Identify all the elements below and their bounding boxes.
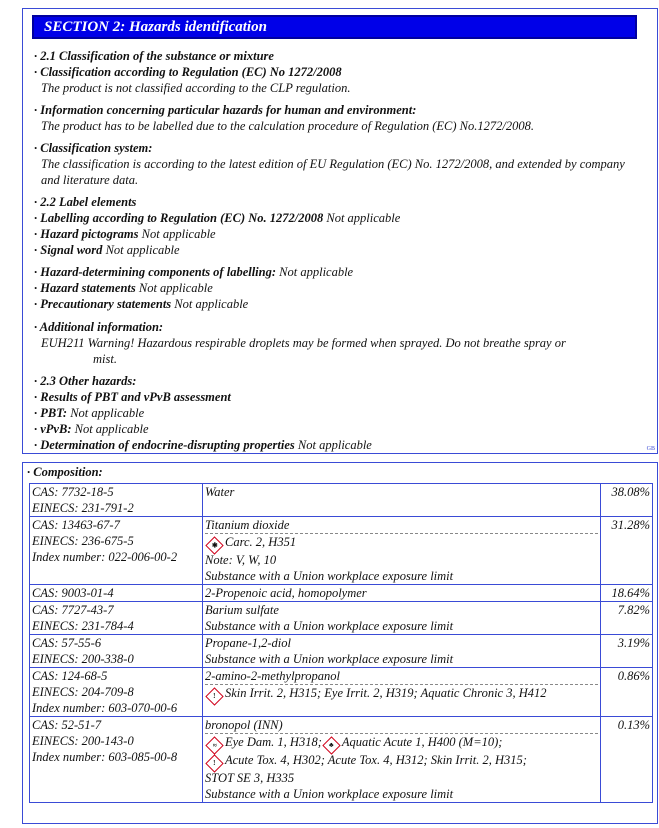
table-row	[30, 484, 653, 517]
classification-block	[34, 48, 646, 96]
index-number: Index number: 603-085-00-8	[32, 750, 178, 764]
hazard-class: Skin Irrit. 2, H315; Eye Irrit. 2, H319; Aquatic Chronic 3, H412	[225, 686, 547, 700]
precautionary-label: · Precautionary statements	[34, 297, 172, 311]
substance-name: Titanium dioxide	[205, 517, 598, 534]
composition-box	[22, 462, 658, 824]
table-row	[30, 517, 653, 585]
system-label: · Classification system:	[34, 141, 153, 155]
percentage: 0.13%	[617, 718, 650, 732]
exclamation-mark-icon: !	[205, 754, 223, 772]
composition-title: · Composition:	[27, 465, 103, 479]
cas-number: CAS: 7727-43-7	[32, 603, 114, 617]
substance-name: 2-Propenoic acid, homopolymer	[205, 586, 367, 600]
table-row	[30, 585, 653, 602]
system-text: The classification is according to the latest edition of EU Regulation (EC) No. 1272/2008, and extended by company and literature data.	[41, 157, 625, 187]
substance-name: Barium sulfate	[205, 603, 279, 617]
table-row	[30, 635, 653, 668]
einecs-number: EINECS: 231-791-2	[32, 501, 134, 515]
hazard-class: Eye Dam. 1, H318;	[225, 735, 322, 749]
einecs-number: EINECS: 236-675-5	[32, 534, 134, 548]
substance-name: bronopol (INN)	[205, 717, 598, 734]
environment-icon: ♣	[322, 736, 340, 754]
exclamation-mark-icon: !	[205, 687, 223, 705]
labelling-value: Not applicable	[326, 211, 401, 225]
cas-number: CAS: 13463-67-7	[32, 518, 120, 532]
hazard-class: Carc. 2, H351	[225, 535, 297, 549]
table-row	[30, 668, 653, 717]
reg-label: · Classification according to Regulation (EC) No 1272/2008	[34, 65, 342, 79]
endocrine-label: · Determination of endocrine-disrupting properties	[34, 438, 295, 452]
hazard-components-block	[34, 264, 646, 312]
labelling-label: · Labelling according to Regulation (EC) No. 1272/2008	[34, 211, 324, 225]
s23-heading: · 2.3 Other hazards:	[34, 374, 137, 388]
signal-word-label: · Signal word	[34, 243, 103, 257]
endocrine-value: Not applicable	[297, 438, 372, 452]
composition-table	[29, 483, 653, 803]
additional-block	[34, 319, 646, 367]
signal-word-value: Not applicable	[105, 243, 180, 257]
percentage: 7.82%	[617, 603, 650, 617]
percentage: 0.86%	[617, 669, 650, 683]
percentage: 38.08%	[611, 485, 650, 499]
other-hazards-block	[34, 373, 646, 453]
hazcomp-value: Not applicable	[279, 265, 354, 279]
hazard-class: STOT SE 3, H335	[205, 771, 295, 785]
pictograms-value: Not applicable	[141, 227, 216, 241]
pbt-value: Not applicable	[70, 406, 145, 420]
cas-number: CAS: 124-68-5	[32, 669, 108, 683]
system-block	[34, 140, 646, 188]
cas-number: CAS: 9003-01-4	[32, 586, 114, 600]
hazard-class: Acute Tox. 4, H302; Acute Tox. 4, H312; Skin Irrit. 2, H315;	[225, 753, 527, 767]
substance-name: Propane-1,2-diol	[205, 636, 291, 650]
hazard-statements-value: Not applicable	[138, 281, 213, 295]
vpvb-value: Not applicable	[74, 422, 149, 436]
table-row	[30, 602, 653, 635]
index-number: Index number: 022-006-00-2	[32, 550, 178, 564]
table-row	[30, 717, 653, 803]
exposure-limit-note: Substance with a Union workplace exposure limit	[205, 569, 454, 583]
exposure-limit-note: Substance with a Union workplace exposure limit	[205, 652, 454, 666]
additional-text-1: EUH211 Warning! Hazardous respirable droplets may be formed when sprayed. Do not breathe spray or	[41, 336, 566, 350]
reg-text: The product is not classified according to the CLP regulation.	[41, 81, 351, 95]
s22-heading: · 2.2 Label elements	[34, 195, 137, 209]
index-number: Index number: 603-070-00-6	[32, 701, 178, 715]
info-label: · Information concerning particular hazards for human and environment:	[34, 103, 417, 117]
corrosion-icon: ≈	[205, 736, 223, 754]
einecs-number: EINECS: 200-338-0	[32, 652, 134, 666]
exposure-limit-note: Substance with a Union workplace exposure limit	[205, 787, 454, 801]
s21-heading: · 2.1 Classification of the substance or mixture	[34, 49, 274, 63]
cas-number: CAS: 57-55-6	[32, 636, 102, 650]
substance-name: Water	[205, 485, 235, 499]
additional-label: · Additional information:	[34, 320, 164, 334]
substance-note: Note: V, W, 10	[205, 553, 277, 567]
info-text: The product has to be labelled due to the calculation procedure of Regulation (EC) No.1272/2008.	[41, 119, 534, 133]
percentage: 31.28%	[611, 518, 650, 532]
percentage: 18.64%	[611, 586, 650, 600]
exposure-limit-note: Substance with a Union workplace exposure limit	[205, 619, 454, 633]
cas-number: CAS: 7732-18-5	[32, 485, 114, 499]
hazard-statements-label: · Hazard statements	[34, 281, 136, 295]
percentage: 3.19%	[617, 636, 650, 650]
hazard-class: Aquatic Acute 1, H400 (M=10);	[341, 735, 503, 749]
substance-name: 2-amino-2-methylpropanol	[205, 668, 598, 685]
cas-number: CAS: 52-51-7	[32, 718, 102, 732]
section-title: SECTION 2: Hazards identification	[32, 15, 637, 39]
info-block	[34, 102, 646, 134]
einecs-number: EINECS: 204-709-8	[32, 685, 134, 699]
hazcomp-label: · Hazard-determining components of labelling:	[34, 265, 277, 279]
einecs-number: EINECS: 231-784-4	[32, 619, 134, 633]
pbt-label: · PBT:	[34, 406, 68, 420]
results-label: · Results of PBT and vPvB assessment	[34, 390, 231, 404]
pictograms-label: · Hazard pictograms	[34, 227, 139, 241]
precautionary-value: Not applicable	[174, 297, 249, 311]
additional-text-2: mist.	[93, 352, 117, 366]
label-elements-block	[34, 194, 646, 258]
health-hazard-icon: ✱	[205, 536, 223, 554]
einecs-number: EINECS: 200-143-0	[32, 734, 134, 748]
vpvb-label: · vPvB:	[34, 422, 72, 436]
page-tag: GB	[646, 446, 655, 452]
